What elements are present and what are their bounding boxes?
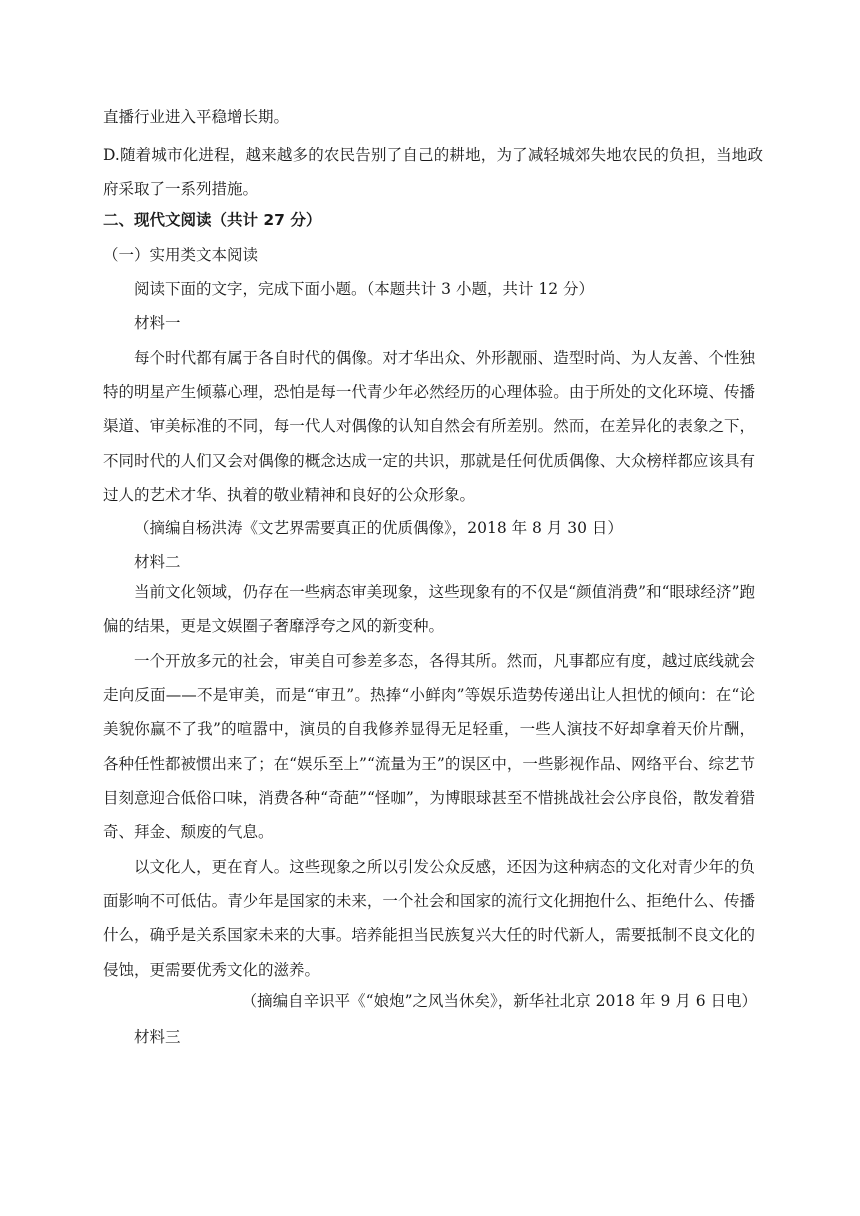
material-2-paragraph: 当前文化领域，仍存在一些病态审美现象，这些现象有的不仅是“颜值消费”和“眼球经济”跑偏的结果，更是文娱圈子奢靡浮夸之风的新变种。 <box>103 583 755 636</box>
material-3-label: 材料三 <box>134 1028 181 1046</box>
option-d-text: D.随着城市化进程，越来越多的农民告别了自己的耕地，为了减轻城郊失地农民的负担，当地政府采取了一系列措施。 <box>103 146 763 199</box>
material-1-label: 材料一 <box>134 314 181 332</box>
material-2-label: 材料二 <box>134 553 181 571</box>
section-title: 二、现代文阅读（共计 27 分） <box>103 211 322 229</box>
material-2-source: （摘编自辛识平《“娘炮”之风当休矣》，新华社北京 2018 年 9 月 6 日电） <box>241 992 757 1010</box>
section-instruction: 阅读下面的文字，完成下面小题。（本题共计 3 小题，共计 12 分） <box>134 280 595 298</box>
material-1-source: （摘编自杨洪涛《文艺界需要真正的优质偶像》，2018 年 8 月 30 日） <box>134 519 623 537</box>
subsection-title: （一）实用类文本阅读 <box>103 246 259 264</box>
material-2-paragraph: 以文化人，更在育人。这些现象之所以引发公众反感，还因为这种病态的文化对青少年的负面影响不可低估。青少年是国家的未来，一个社会和国家的流行文化拥抱什么、拒绝什么、传播什么，确乎是关系国家未来的大事。培养能担当民族复兴大任的时代新人，需要抵制不良文化的侵蚀，更需要优秀文化的滋养。 <box>103 858 755 979</box>
question-tail-line: 直播行业进入平稳增长期。 <box>103 108 290 126</box>
material-2-paragraph: 一个开放多元的社会，审美自可参差多态，各得其所。然而，凡事都应有度，越过底线就会走向反面——不是审美，而是“审丑”。热捧“小鲜肉”等娱乐造势传递出让人担忧的倾向：在“论美貌你赢不了我”的喧嚣中，演员的自我修养显得无足轻重，一些人演技不好却拿着天价片酬，各种任性都被惯出来了；在“娱乐至上”“流量为王”的误区中，一些影视作品、网络平台、综艺节目刻意迎合低俗口味，消费各种“奇葩”“怪咖”，为博眼球甚至不惜挑战社会公序良俗，散发着猎奇、拜金、颓废的气息。 <box>103 652 755 842</box>
material-1-paragraph: 每个时代都有属于各自时代的偶像。对才华出众、外形靓丽、造型时尚、为人友善、个性独特的明星产生倾慕心理，恐怕是每一代青少年必然经历的心理体验。由于所处的文化环境、传播渠道、审美标准的不同，每一代人对偶像的认知自然会有所差别。然而，在差异化的表象之下，不同时代的人们又会对偶像的概念达成一定的共识，那就是任何优质偶像、大众榜样都应该具有过人的艺术才华、执着的敬业精神和良好的公众形象。 <box>103 349 755 504</box>
